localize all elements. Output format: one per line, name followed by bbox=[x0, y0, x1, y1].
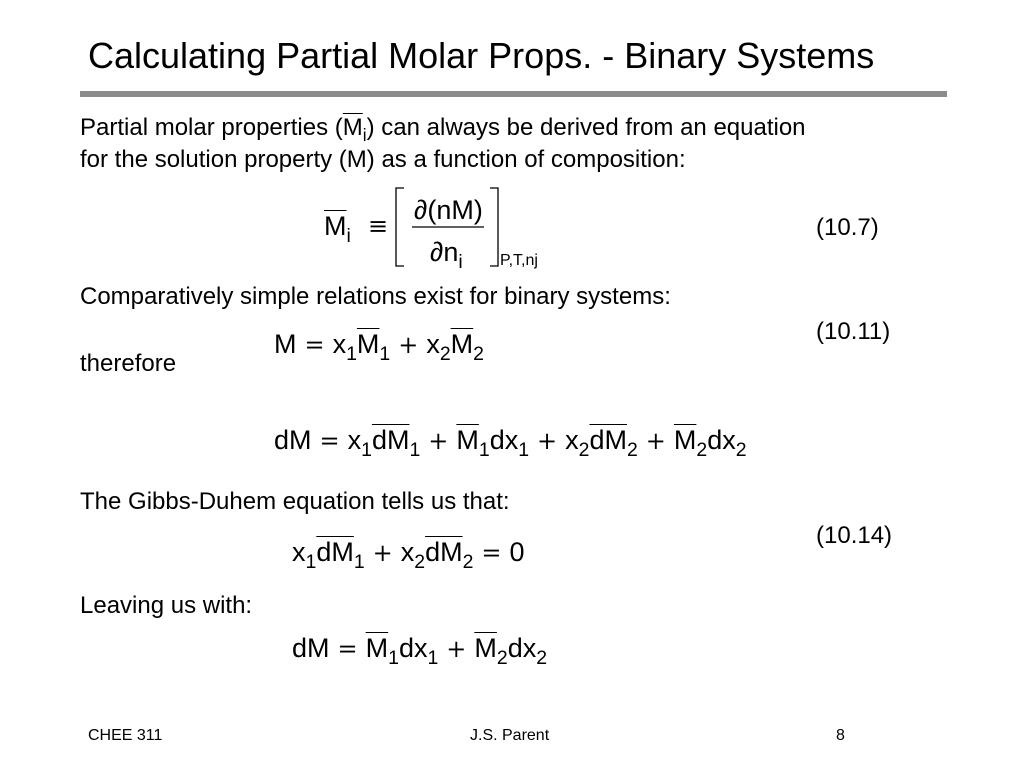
eq-10-14-zero: 0 bbox=[509, 537, 525, 567]
eq-final-plus: + bbox=[446, 635, 467, 663]
eq-final-lhs: dM bbox=[292, 633, 330, 663]
eq-10-14-x2-sub: 2 bbox=[414, 550, 426, 573]
eq-dM-dx2: dx bbox=[707, 425, 736, 455]
eq-10-14-x1-sub: 1 bbox=[305, 550, 317, 573]
eq-final-dx2-sub: 2 bbox=[536, 646, 548, 669]
eq-dM-M2: $\overline{M}$ bbox=[673, 425, 697, 455]
eq-dM-M2-sub: 2 bbox=[696, 438, 708, 461]
slide-title: Calculating Partial Molar Props. - Binary Systems bbox=[88, 35, 875, 76]
eq-10-14-dM1: $\overline{dM}$ bbox=[316, 537, 354, 567]
eq-number-10-14: (10.14) bbox=[816, 522, 893, 549]
eq-dM-dM2: $\overline{dM}$ bbox=[589, 425, 627, 455]
eq-final-M1: $\overline{M}$ bbox=[365, 633, 389, 663]
footer-author: J.S. Parent bbox=[470, 727, 550, 744]
eq-10-7-conditions: P,T,nj bbox=[500, 252, 538, 269]
partial-molar-subscript: i bbox=[362, 125, 367, 146]
eq-dM-x1: x bbox=[347, 425, 362, 455]
eq-dM-x2-sub: 2 bbox=[578, 438, 590, 461]
intro-line-1 bbox=[80, 112, 806, 144]
eq-dM-M1-sub: 1 bbox=[478, 438, 490, 461]
eq-10-11-plus: + bbox=[398, 331, 419, 359]
eq-dM-equals: = bbox=[319, 427, 340, 455]
footer-course: CHEE 311 bbox=[88, 727, 163, 744]
therefore-text: therefore bbox=[80, 350, 177, 377]
intro-text-pre: Partial molar properties ( bbox=[80, 114, 343, 141]
eq-dM-dM2-sub: 2 bbox=[626, 438, 638, 461]
eq-dM-lhs: dM bbox=[274, 425, 312, 455]
eq-10-11-M2: $\overline{M}$ bbox=[450, 329, 474, 359]
eq-10-14-dM1-sub: 1 bbox=[353, 550, 365, 573]
eq-10-7-n: n bbox=[443, 237, 459, 267]
eq-10-14 bbox=[292, 536, 525, 573]
eq-10-7-n-sub: i bbox=[458, 250, 463, 273]
eq-final-dx2: dx bbox=[507, 633, 537, 663]
eq-10-7-numerator: ∂(nM) bbox=[414, 195, 483, 225]
eq-10-7-denominator bbox=[430, 236, 463, 273]
eq-10-7-lhs bbox=[324, 210, 351, 247]
eq-dM-plus-3: + bbox=[645, 427, 666, 455]
eq-10-14-dM2: $\overline{dM}$ bbox=[425, 537, 463, 567]
eq-10-14-x2: x bbox=[400, 537, 415, 567]
eq-10-14-dM2-sub: 2 bbox=[462, 550, 474, 573]
eq-10-11-x2-sub: 2 bbox=[439, 342, 451, 365]
eq-dM-plus-1: + bbox=[428, 427, 449, 455]
eq-10-7-M: $\overline{M}$ bbox=[324, 211, 347, 241]
eq-dM-plus-2: + bbox=[537, 427, 558, 455]
eq-final-M1-sub: 1 bbox=[388, 646, 399, 669]
eq-final-dx1: dx bbox=[398, 633, 428, 663]
eq-dM-dM1: $\overline{dM}$ bbox=[371, 425, 410, 455]
eq-10-11-x1-sub: 1 bbox=[346, 342, 357, 365]
eq-dM-dx2-sub: 2 bbox=[735, 438, 747, 461]
partial-molar-symbol: $\overline{M}$ bbox=[342, 114, 363, 141]
footer-page-number: 8 bbox=[836, 727, 845, 744]
eq-final-equals: = bbox=[337, 635, 358, 663]
eq-total-differential bbox=[274, 424, 747, 461]
eq-final-M2-sub: 2 bbox=[496, 646, 508, 669]
eq-10-14-x1: x bbox=[292, 537, 306, 567]
intro-text-post: ) can always be derived from an equation bbox=[366, 114, 806, 141]
eq-10-11-M2-sub: 2 bbox=[473, 342, 484, 365]
eq-dM-dx1: dx bbox=[489, 425, 519, 455]
eq-10-14-equals: = bbox=[481, 539, 502, 567]
eq-final-M2: $\overline{M}$ bbox=[474, 633, 497, 663]
intro-line-2: for the solution property (M) as a function of composition: bbox=[80, 146, 686, 173]
eq-10-7-equiv: ≡ bbox=[368, 212, 389, 240]
eq-final bbox=[292, 632, 548, 669]
eq-dM-dM1-sub: 1 bbox=[409, 438, 421, 461]
binary-relations-text: Comparatively simple relations exist for binary systems: bbox=[80, 283, 671, 310]
eq-10-14-plus: + bbox=[372, 539, 393, 567]
eq-10-11-x1: x bbox=[332, 329, 347, 359]
eq-10-11-M1-sub: 1 bbox=[379, 342, 391, 365]
eq-number-10-7: (10.7) bbox=[816, 214, 879, 241]
eq-10-7-partial: ∂ bbox=[430, 237, 444, 267]
eq-10-11-M: M bbox=[274, 329, 297, 359]
eq-10-11 bbox=[274, 328, 484, 365]
eq-10-11-equals: = bbox=[304, 331, 325, 359]
eq-10-11-M1: $\overline{M}$ bbox=[356, 329, 380, 359]
eq-10-7-M-sub: i bbox=[346, 224, 351, 247]
gibbs-duhem-text: The Gibbs-Duhem equation tells us that: bbox=[80, 488, 510, 515]
eq-dM-x2: x bbox=[565, 425, 579, 455]
eq-final-dx1-sub: 1 bbox=[427, 646, 439, 669]
leaving-us-text: Leaving us with: bbox=[80, 592, 253, 619]
eq-10-11-x2: x bbox=[426, 329, 440, 359]
eq-dM-x1-sub: 1 bbox=[361, 438, 372, 461]
eq-dM-M1: $\overline{M}$ bbox=[456, 425, 479, 455]
eq-number-10-11: (10.11) bbox=[816, 318, 891, 345]
title-divider bbox=[80, 91, 947, 97]
eq-dM-dx1-sub: 1 bbox=[518, 438, 530, 461]
